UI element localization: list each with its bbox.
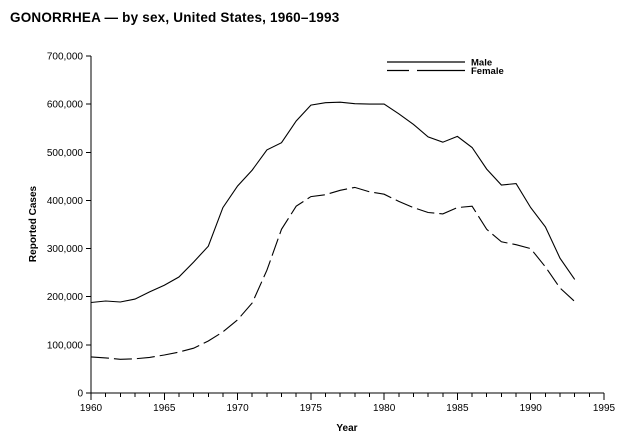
y-tick-label: 200,000 [46, 292, 83, 304]
x-tick-label: 1995 [592, 403, 616, 414]
series-lines [91, 102, 575, 359]
y-tick-label: 700,000 [46, 51, 83, 63]
chart-title: GONORRHEA — by sex, United States, 1960–1993 [10, 10, 340, 25]
female-series-line [91, 187, 575, 359]
x-tick-label: 1975 [299, 403, 322, 414]
x-tick-label: 1985 [446, 403, 469, 414]
y-tick-label: 400,000 [46, 195, 83, 207]
y-axis-label: Reported Cases [28, 185, 39, 263]
y-tick-label: 0 [77, 388, 83, 400]
x-tick-label: 1970 [226, 403, 249, 414]
y-tick-label: 300,000 [46, 244, 83, 256]
legend [387, 58, 504, 78]
x-axis-label: Year [336, 423, 358, 434]
male-series-line [91, 102, 575, 302]
axes [47, 52, 616, 415]
y-tick-label: 600,000 [46, 99, 83, 111]
y-tick-label: 100,000 [46, 340, 83, 352]
y-tick-label: 500,000 [46, 147, 83, 159]
x-tick-label: 1960 [79, 403, 103, 414]
x-tick-label: 1980 [373, 403, 396, 414]
x-tick-label: 1990 [519, 403, 542, 414]
legend-female-label: Female [471, 66, 504, 77]
x-tick-label: 1965 [153, 403, 176, 414]
legend-male-label: Male [471, 57, 493, 69]
